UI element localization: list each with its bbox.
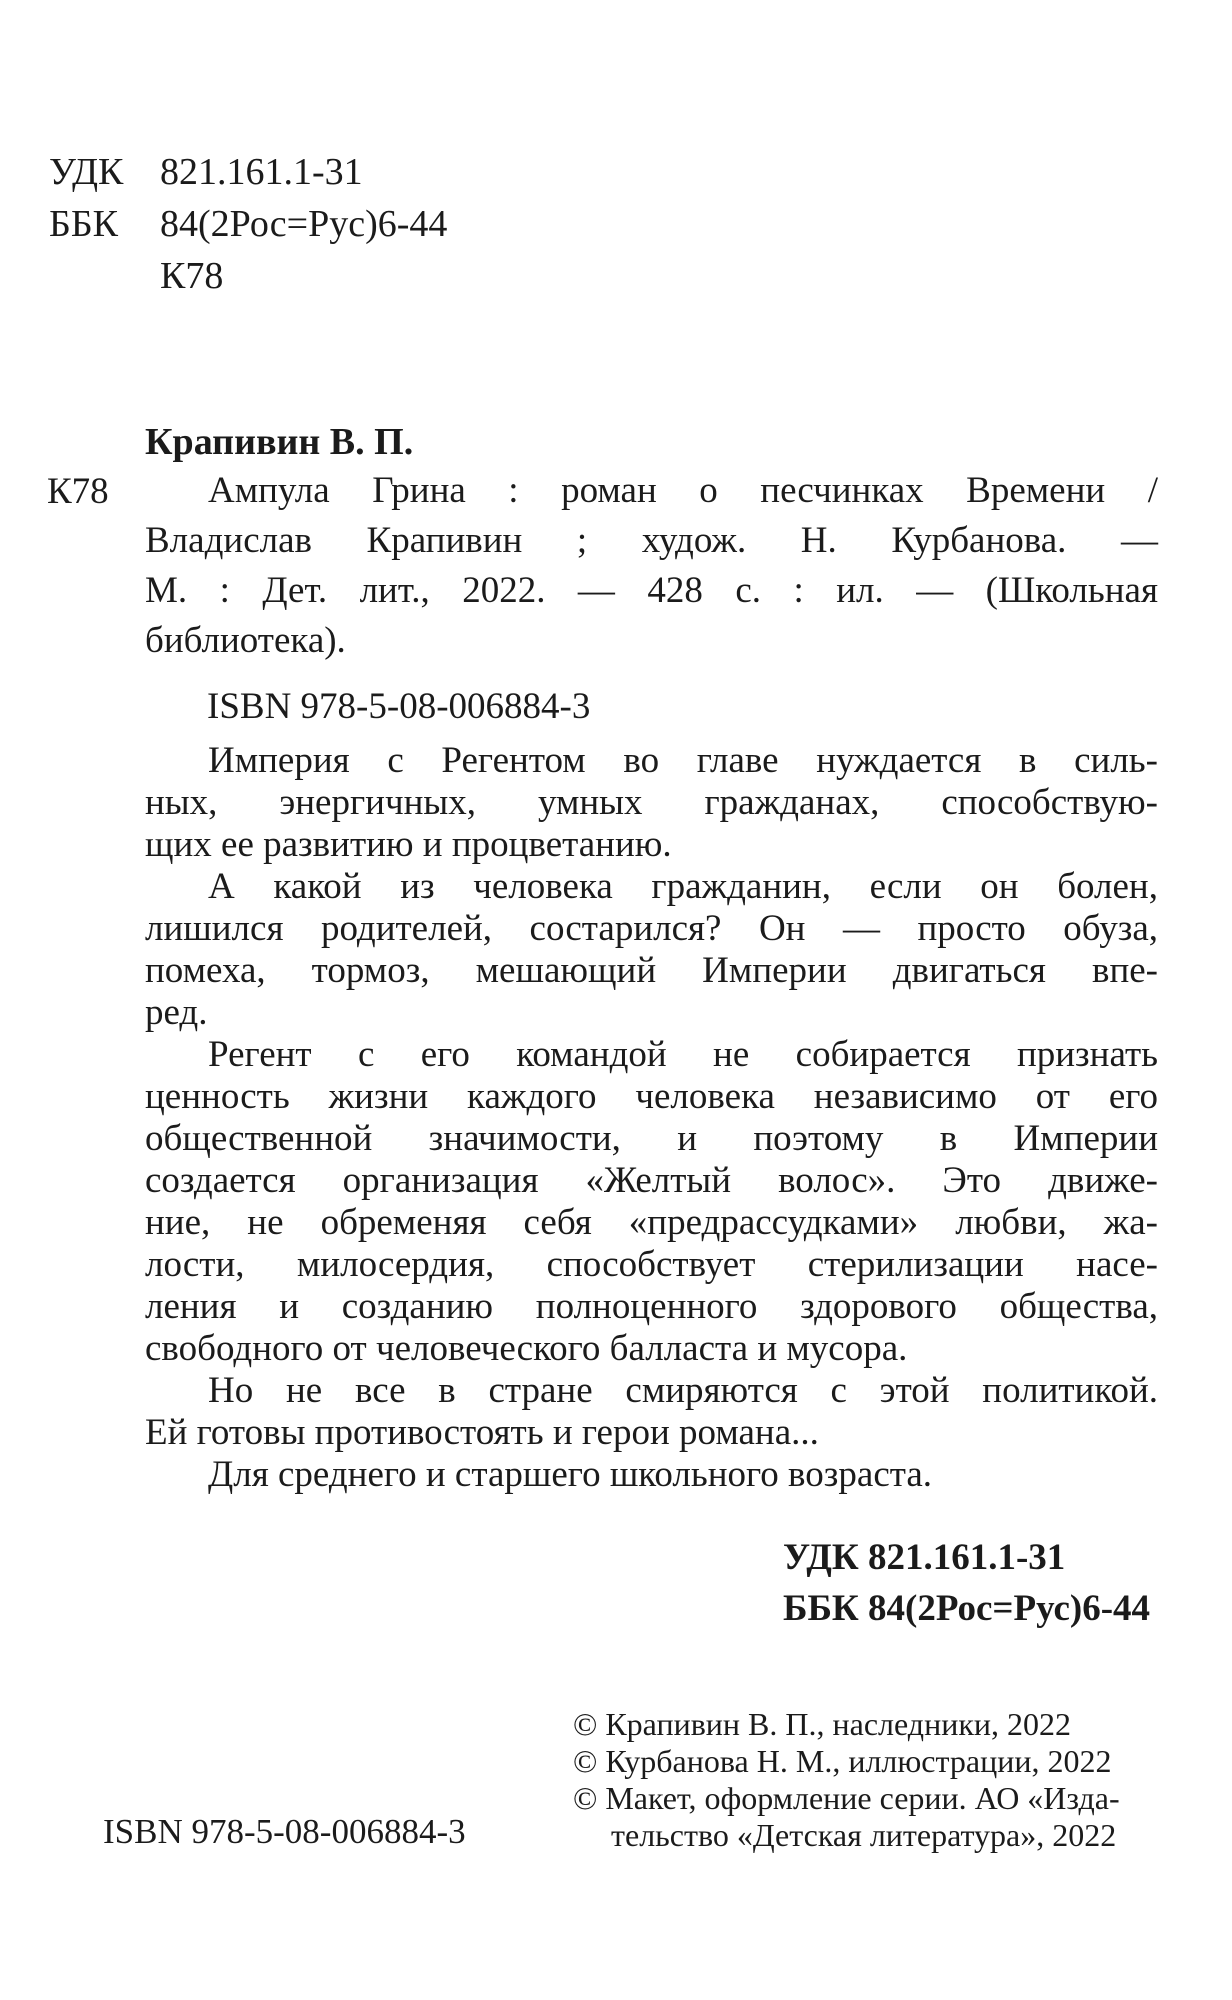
text-line: ние, не обременяя себя «предрассудками» любви, жа- bbox=[145, 1202, 1158, 1243]
isbn-bottom: ISBN 978-5-08-006884-3 bbox=[103, 1812, 466, 1851]
text-line: ных, энергичных, умных гражданах, способствую- bbox=[145, 782, 1158, 823]
text-line: лишился родителей, состарился? Он — просто обуза, bbox=[145, 908, 1158, 949]
text-line: ценность жизни каждого человека независимо от его bbox=[145, 1076, 1158, 1117]
text-line: библиотека). bbox=[145, 620, 346, 661]
catalog-author-sign: К78 bbox=[47, 471, 109, 512]
text-line: © Крапивин В. П., наследники, 2022 bbox=[573, 1706, 1071, 1742]
text-line: свободного от человеческого балласта и мусора. bbox=[145, 1328, 908, 1369]
classification-codes-bottom bbox=[783, 1532, 1150, 1634]
classification-codes-top bbox=[49, 146, 447, 302]
text-line: общественной значимости, и поэтому в Империи bbox=[145, 1118, 1158, 1159]
bbk-value: 84(2Рос=Рус)6-44 bbox=[160, 203, 448, 245]
text-line: Владислав Крапивин ; худож. Н. Курбанова. — bbox=[145, 520, 1158, 561]
text-line: щих ее развитию и процветанию. bbox=[145, 824, 672, 865]
author-heading: Крапивин В. П. bbox=[145, 421, 414, 463]
isbn-line: ISBN 978-5-08-006884-3 bbox=[207, 686, 591, 727]
text-line: Империя с Регентом во главе нуждается в силь- bbox=[208, 740, 1158, 781]
text-line: создается организация «Желтый волос». Это движе- bbox=[145, 1160, 1158, 1201]
udk-bottom: УДК 821.161.1-31 bbox=[783, 1537, 1066, 1578]
udk-label: УДК bbox=[49, 151, 124, 193]
text-line: Регент с его командой не собирается признать bbox=[208, 1034, 1158, 1075]
author-sign: К78 bbox=[160, 255, 224, 297]
text-line: лости, милосердия, способствует стерилизации насе- bbox=[145, 1244, 1158, 1285]
text-line: помеха, тормоз, мешающий Империи двигаться впе- bbox=[145, 950, 1158, 991]
text-line: Ей готовы противостоять и герои романа... bbox=[145, 1412, 819, 1453]
annotation-text bbox=[145, 740, 1158, 1496]
text-line: © Курбанова Н. М., иллюстрации, 2022 bbox=[573, 1743, 1112, 1779]
copyright-block bbox=[573, 1706, 1120, 1854]
bbk-label: ББК bbox=[49, 203, 118, 245]
author-sign-line bbox=[49, 250, 447, 302]
catalog-entry bbox=[145, 466, 1158, 666]
bbk-code-line bbox=[49, 198, 447, 250]
text-line: А какой из человека гражданин, если он болен, bbox=[208, 866, 1158, 907]
text-line: Но не все в стране смиряются с этой политикой. bbox=[208, 1370, 1158, 1411]
text-line: © Макет, оформление серии. АО «Изда- bbox=[573, 1780, 1120, 1816]
text-line: ления и созданию полноценного здорового общества, bbox=[145, 1286, 1158, 1327]
text-line: тельство «Детская литература», 2022 bbox=[611, 1817, 1117, 1853]
udk-code-line bbox=[49, 146, 447, 198]
text-line: Для среднего и старшего школьного возраста. bbox=[208, 1454, 933, 1495]
text-line: Ампула Грина : роман о песчинках Времени / bbox=[208, 470, 1158, 511]
udk-value: 821.161.1-31 bbox=[160, 151, 363, 193]
text-line: М. : Дет. лит., 2022. — 428 с. : ил. — (Школьная bbox=[145, 570, 1158, 611]
text-line: ред. bbox=[145, 992, 208, 1033]
bbk-bottom: ББК 84(2Рос=Рус)6-44 bbox=[783, 1588, 1151, 1629]
